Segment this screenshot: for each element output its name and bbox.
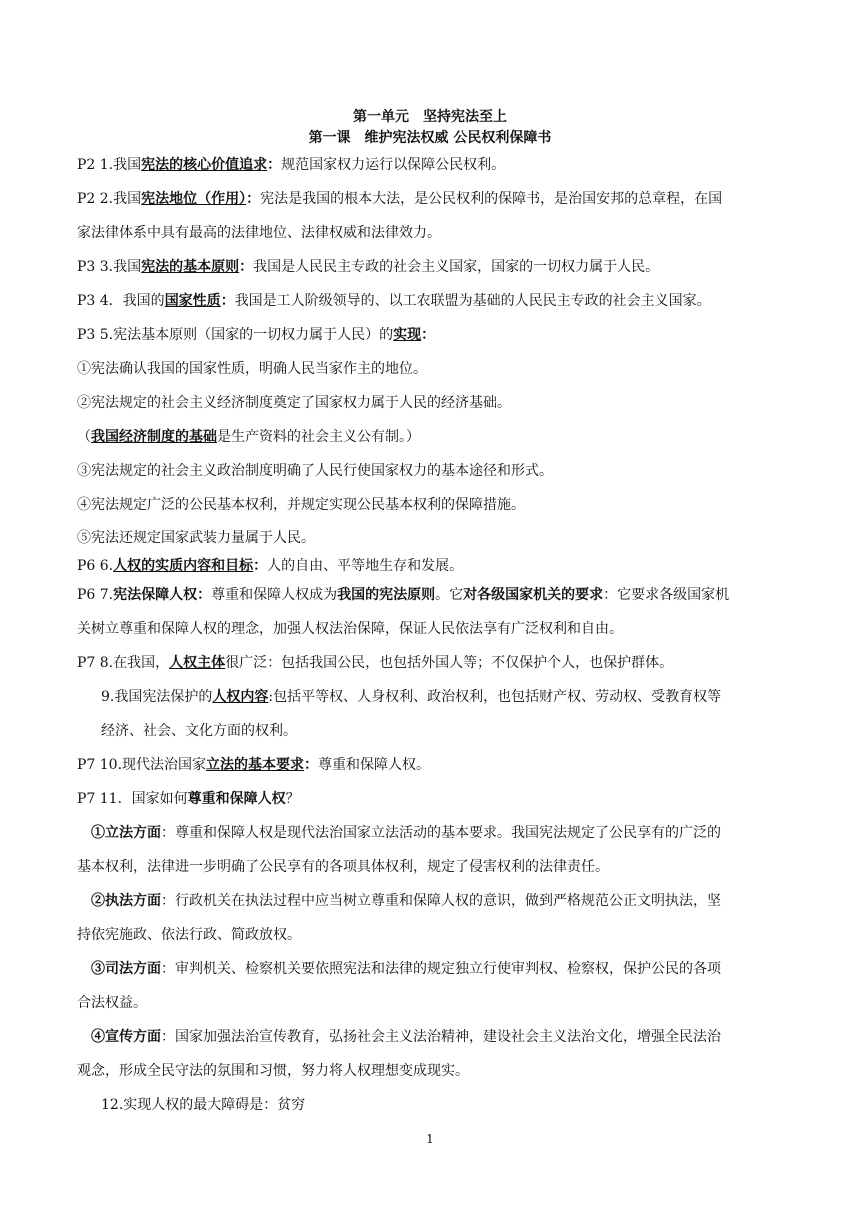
item-5-note: （我国经济制度的基础是生产资料的社会主义公有制。）	[77, 429, 420, 445]
key-term: 宪法的核心价值追求	[141, 157, 268, 173]
item-9-cont: 经济、社会、文化方面的权利。	[101, 723, 297, 739]
page-number: 1	[426, 1132, 434, 1146]
item-5-point-4: ④宪法规定广泛的公民基本权利，并规定实现公民基本权利的保障措施。	[77, 497, 525, 513]
key-term: 国家性质	[164, 293, 221, 309]
unit-title: 第一单元 坚持宪法至上	[353, 109, 507, 125]
key-term: 宪法保障人权	[113, 587, 198, 603]
item-5: P3 5.宪法基本原则（国家的一切权力属于人民）的实现：	[77, 327, 436, 343]
item-8: P7 8.在我国，人权主体很广泛：包括我国公民，也包括外国人等；不仅保护个人，也保护群体。	[77, 655, 674, 671]
key-term: 人权主体	[169, 655, 226, 671]
item-5-point-2: ②宪法规定的社会主义经济制度奠定了国家权力属于人民的经济基础。	[77, 395, 511, 411]
key-term: 人权的实质内容和目标	[113, 558, 254, 574]
key-term: 实现	[393, 327, 422, 343]
item-11-judiciary: ③司法方面：审判机关、检察机关要依照宪法和法律的规定独立行使审判权、检察权，保护公民的各项	[91, 961, 721, 977]
item-12: 12.实现人权的最大障碍是：贫穷	[101, 1097, 306, 1113]
item-1: P2 1.我国宪法的核心价值追求：规范国家权力运行以保障公民权利。	[77, 157, 506, 173]
item-11-judiciary-cont: 合法权益。	[77, 995, 147, 1011]
lesson-title: 第一课 维护宪法权威 公民权利保障书	[308, 130, 552, 146]
item-7: P6 7.宪法保障人权：尊重和保障人权成为我国的宪法原则。它对各级国家机关的要求：它要求各级国家机	[77, 587, 730, 603]
key-term: 立法的基本要求	[206, 757, 305, 773]
item-11-publicity-cont: 观念，形成全民守法的氛围和习惯，努力将人权理想变成现实。	[77, 1063, 469, 1079]
item-11-enforcement-cont: 持依宪施政、依法行政、简政放权。	[77, 927, 301, 943]
key-term: 宪法的基本原则	[141, 259, 240, 275]
item-6: P6 6.人权的实质内容和目标：人的自由、平等地生存和发展。	[77, 558, 464, 574]
item-11-legislation-cont: 基本权利，法律进一步明确了公民享有的各项具体权利，规定了侵害权利的法律责任。	[77, 859, 609, 875]
item-2: P2 2.我国宪法地位（作用）：宪法是我国的根本大法，是公民权利的保障书，是治国安邦的总章程，在国	[77, 191, 723, 207]
item-5-point-3: ③宪法规定的社会主义政治制度明确了人民行使国家权力的基本途径和形式。	[77, 463, 553, 479]
item-5-point-1: ①宪法确认我国的国家性质，明确人民当家作主的地位。	[77, 361, 427, 377]
key-term: 我国经济制度的基础	[91, 429, 217, 445]
item-11-enforcement: ②执法方面：行政机关在执法过程中应当树立尊重和保障人权的意识，做到严格规范公正文明执法，坚	[91, 893, 721, 909]
key-term: 人权内容	[212, 689, 269, 705]
item-11-publicity: ④宣传方面：国家加强法治宣传教育，弘扬社会主义法治精神，建设社会主义法治文化，增强全民法治	[91, 1029, 721, 1045]
item-4: P3 4．我国的国家性质：我国是工人阶级领导的、以工农联盟为基础的人民民主专政的社会主义国家。	[77, 293, 711, 309]
item-11: P7 11．国家如何尊重和保障人权？	[77, 791, 300, 807]
item-11-legislation: ①立法方面：尊重和保障人权是现代法治国家立法活动的基本要求。我国宪法规定了公民享有的广泛的	[91, 825, 721, 841]
key-term: 宪法地位（作用）	[141, 191, 247, 207]
key-term: 尊重和保障人权	[187, 791, 286, 807]
item-2-cont: 家法律体系中具有最高的法律地位、法律权威和法律效力。	[77, 225, 441, 241]
item-5-point-5: ⑤宪法还规定国家武装力量属于人民。	[77, 530, 315, 546]
item-9: 9.我国宪法保护的人权内容:包括平等权、人身权利、政治权利，也包括财产权、劳动权、受教育权等	[101, 689, 722, 705]
item-7-cont: 关树立尊重和保障人权的理念，加强人权法治保障，保证人民依法享有广泛权利和自由。	[77, 621, 623, 637]
item-3: P3 3.我国宪法的基本原则：我国是人民民主专政的社会主义国家，国家的一切权力属于人民。	[77, 259, 660, 275]
item-10: P7 10.现代法治国家立法的基本要求：尊重和保障人权。	[77, 757, 431, 773]
